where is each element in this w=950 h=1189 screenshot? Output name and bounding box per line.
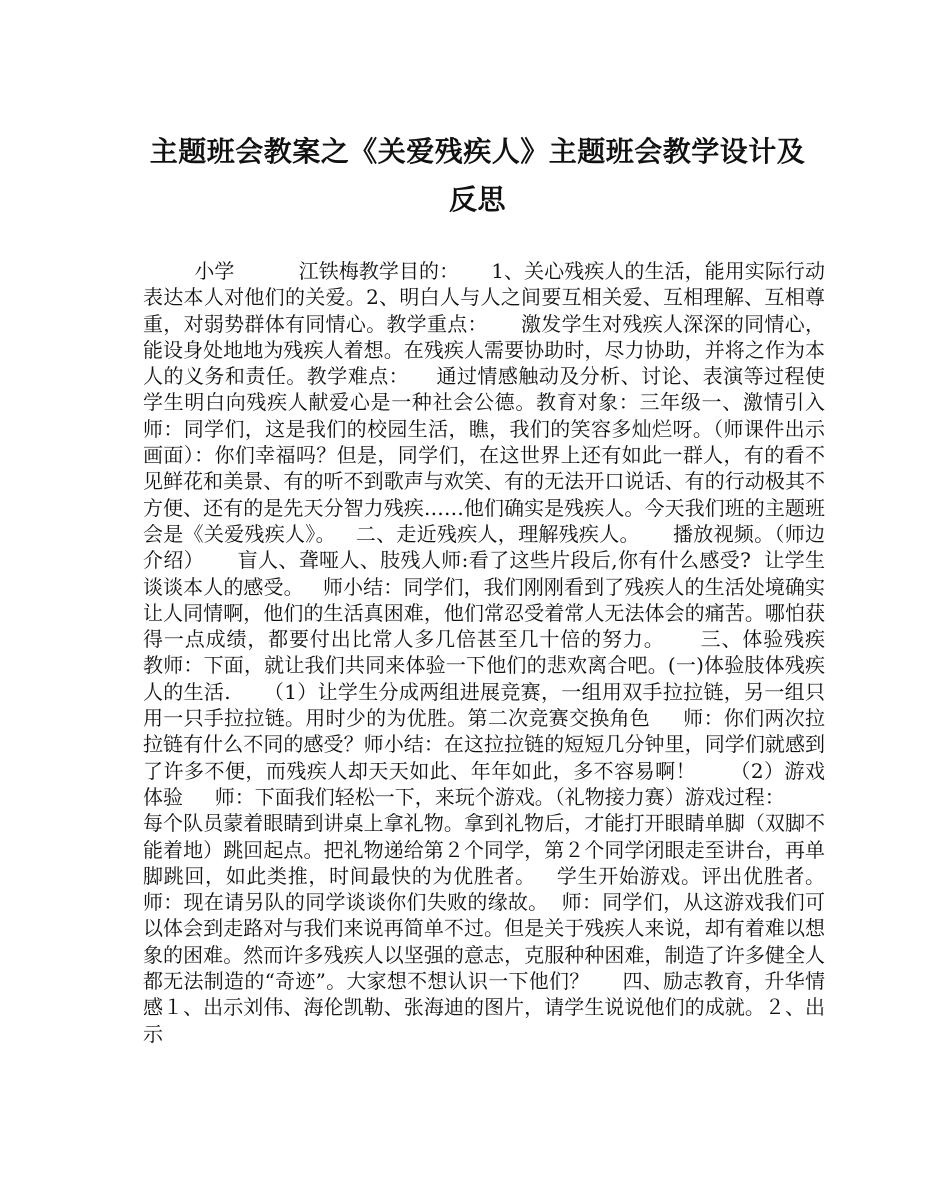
- page-title: 主题班会教案之《关爱残疾人》主题班会教学设计及反思: [149, 135, 806, 216]
- body-paragraph: 小学 江铁梅教学目的： 1、关心残疾人的生活，能用实际行动表达本人对他们的关爱。2、明白人与人之间要互相关爱、互相理解、互相尊重，对弱势群体有同情心。教学重点： 激发学生对残疾人深深的同情心，能设身处地地为残疾人着想。在残疾人需要协助时，尽力协助，并将之作为本人的义务和责任。教学难点： 通过情感触动及分析、讨论、表演等过程使学生明白向残疾人献爱心是一种社会公德。教育对象：三年级一、激情引入 师：同学们，这是我们的校园生活，瞧，我们的笑容多灿烂呀。（师课件出示画面）：你们幸福吗？但是，同学们，在这世界上还有如此一群人，有的看不见鲜花和美景、有的听不到歌声与欢笑、有的无法开口说话、有的行动极其不方便、还有的是先天分智力残疾……他们确实是残疾人。今天我们班的主题班会是《关爱残疾人》。 二、走近残疾人，理解残疾人。 播放视频。（师边介绍） 盲人、聋哑人、肢残人师:看了这些片段后,你有什么感受? 让学生谈谈本人的感受。 师小结：同学们，我们刚刚看到了残疾人的生活处境确实让人同情啊，他们的生活真困难，他们常忍受着常人无法体会的痛苦。哪怕获得一点成绩，都要付出比常人多几倍甚至几十倍的努力。 三、体验残疾 教师：下面，就让我们共同来体验一下他们的悲欢离合吧。(一)体验肢体残疾人的生活. （1）让学生分成两组进展竞赛，一组用双手拉拉链，另一组只用一只手拉拉链。用时少的为优胜。第二次竞赛交换角色 师：你们两次拉拉链有什么不同的感受？师小结：在这拉拉链的短短几分钟里，同学们就感到了许多不便，而残疾人却天天如此、年年如此，多不容易啊！ （2）游戏体验 师：下面我们轻松一下，来玩个游戏。（礼物接力赛）游戏过程： 每个队员蒙着眼睛到讲桌上拿礼物。拿到礼物后，才能打开眼睛单脚（双脚不能着地）跳回起点。把礼物递给第２个同学，第２个同学闭眼走至讲台，再单脚跳回，如此类推，时间最快的为优胜者。 学生开始游戏。评出优胜者。 师：现在请另队的同学谈谈你们失败的缘故。 师：同学们，从这游戏我们可以体会到走路对与我们来说再简单不过。但是关于残疾人来说，却有着难以想象的困难。然而许多残疾人以坚强的意志，克服种种困难，制造了许多健全人都无法制造的“奇迹”。大家想不想认识一下他们？ 四、励志教育，升华情感１、出示刘伟、海伦凯勒、张海迪的图片，请学生说说他们的成就。２、出示: [143, 259, 825, 1046]
